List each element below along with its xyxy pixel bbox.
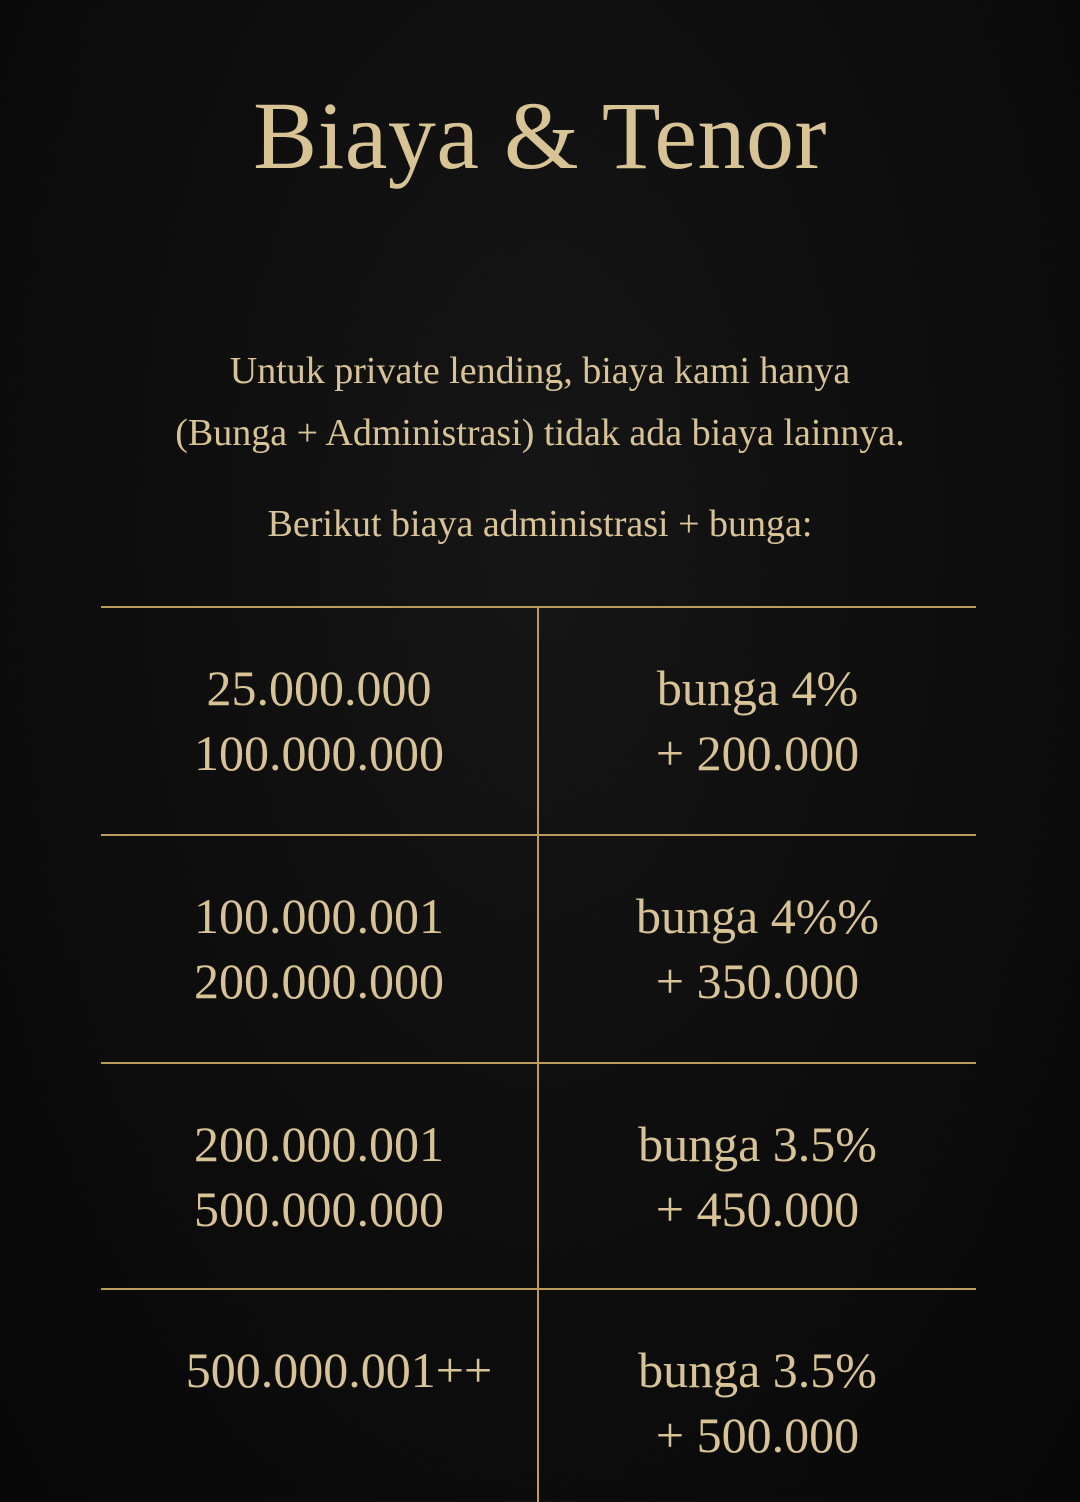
range-to: 500.000.000 [194, 1181, 444, 1237]
admin-fee: + 450.000 [655, 1181, 860, 1237]
fee-subtitle: Berikut biaya administrasi + bunga: [267, 503, 813, 545]
loan-range-cell [101, 1290, 539, 1502]
loan-range-cell [101, 608, 539, 836]
intro-line-2: (Bunga + Administrasi) tidak ada biaya lainnya. [175, 412, 905, 454]
fee-cell [539, 1290, 976, 1502]
table-row [101, 1288, 976, 1502]
range-to: 200.000.000 [194, 953, 444, 1009]
range-from: 500.000.001++ [185, 1342, 493, 1398]
interest-rate: bunga 4% [656, 660, 859, 716]
admin-fee: + 350.000 [655, 953, 860, 1009]
intro-line-1: Untuk private lending, biaya kami hanya [229, 350, 851, 392]
table-row [101, 606, 976, 836]
interest-rate: bunga 4%% [636, 888, 879, 944]
fee-cell [539, 1064, 976, 1290]
range-from: 100.000.001 [194, 888, 444, 944]
fee-cell [539, 608, 976, 836]
fee-table [101, 606, 976, 1500]
fee-cell [539, 836, 976, 1064]
interest-rate: bunga 3.5% [638, 1342, 877, 1398]
table-row [101, 834, 976, 1064]
loan-range-cell [101, 836, 539, 1064]
range-to: 100.000.000 [194, 725, 444, 781]
interest-rate: bunga 3.5% [638, 1116, 877, 1172]
range-from: 25.000.000 [206, 660, 432, 716]
loan-range-cell [101, 1064, 539, 1290]
page-title: Biaya & Tenor [253, 82, 827, 189]
intro-text [60, 340, 1020, 464]
admin-fee: + 500.000 [655, 1407, 860, 1463]
range-from: 200.000.001 [194, 1116, 444, 1172]
admin-fee: + 200.000 [655, 725, 860, 781]
table-row [101, 1062, 976, 1290]
